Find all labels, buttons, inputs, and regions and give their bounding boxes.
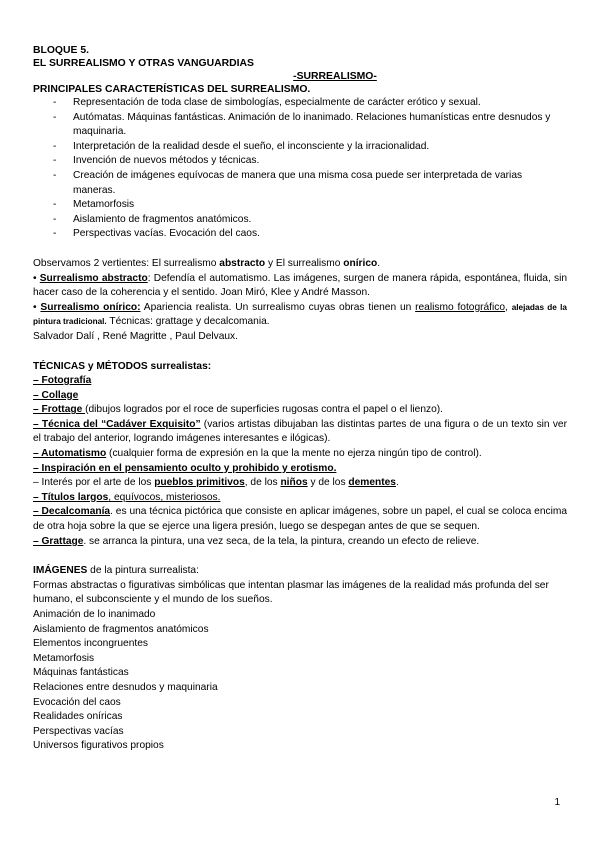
list-item: - Perspectivas vacías. Evocación del caos.	[33, 227, 567, 242]
list-item: - Creación de imágenes equívocas de manera que una misma cosa puede ser interpretada de varias maneras.	[33, 169, 567, 198]
list-item: Metamorfosis	[33, 652, 95, 664]
section-title: -SURREALISMO-	[293, 71, 377, 82]
images-list	[33, 608, 567, 754]
characteristics-heading: PRINCIPALES CARACTERÍSTICAS DEL SURREALISMO.	[33, 84, 311, 95]
technique-collage: – Collage	[33, 389, 79, 401]
list-item: Perspectivas vacías	[33, 725, 124, 737]
technique-fotografia: – Fotografía	[33, 375, 92, 387]
images-heading: IMÁGENES de la pintura surrealista:	[33, 565, 199, 577]
list-item: Aislamiento de fragmentos anatómicos	[33, 623, 209, 635]
technique-inspiracion: – Inspiración en el pensamiento oculto y prohibido y erotismo.	[33, 462, 337, 474]
block-label: BLOQUE 5.	[33, 45, 90, 56]
abstract-surrealism-paragraph: • Surrealismo abstracto: Defendía el automatismo. Las imágenes, surgen de manera rápida, espontánea, fluida, sin hacer caso de la coherencia y el sentido. Joan Miró, Klee y André Masson.	[33, 272, 567, 299]
document-page	[33, 44, 567, 754]
characteristics-list	[33, 96, 567, 242]
list-item: Elementos incongruentes	[33, 638, 148, 650]
list-item: - Metamorfosis	[33, 198, 567, 213]
technique-cadaver: – Técnica del “Cadáver Exquisito” (varios artistas dibujaban las distintas partes de una figura o de un texto sin ver el trabajo del anterior, logrando imágenes interesantes e ilógicas).	[33, 418, 567, 445]
vertientes-intro: Observamos 2 vertientes: El surrealismo abstracto y El surrealismo onírico.	[33, 257, 381, 269]
document-title: EL SURREALISMO Y OTRAS VANGUARDIAS	[33, 58, 254, 69]
page-number: 1	[554, 797, 560, 808]
technique-frottage: – Frottage (dibujos logrados por el roce de superficies rugosas contra el papel o el lienzo).	[33, 404, 443, 416]
list-item: - Interpretación de la realidad desde el sueño, el inconsciente y la irracionalidad.	[33, 140, 567, 155]
list-item: Realidades oníricas	[33, 711, 123, 723]
oniric-surrealism-paragraph: • Surrealismo onírico: Apariencia realista. Un surrealismo cuyas obras tienen un realismo fotográfico, alejadas de la pintura tradicional. Técnicas: grattage y decalcomania.	[33, 301, 567, 328]
list-item: Evocación del caos	[33, 696, 121, 708]
list-item: Universos figurativos propios	[33, 740, 164, 752]
technique-titulos: – Títulos largos, equívocos, misteriosos.	[33, 491, 221, 503]
bullet-icon: •	[33, 272, 37, 284]
technique-decalcomania: – Decalcomanía. es una técnica pictórica que consiste en aplicar imágenes, sobre un papel, el cual se coloca encima de otra hoja sobre la que se ejerce una ligera presión, luego se despegan antes de que se sequen.	[33, 506, 567, 533]
images-intro: Formas abstractas o figurativas simbólicas que intentan plasmar las imágenes de la realidad más profunda del ser humano, el subconsciente y el mundo de los sueños.	[33, 579, 549, 606]
technique-automatismo: – Automatismo (cualquier forma de expresión en la que la mente no ejerza ningún tipo de control).	[33, 448, 482, 460]
bullet-icon: •	[33, 301, 37, 313]
technique-grattage: – Grattage. se arranca la pintura, una vez seca, de la tela, la pintura, creando un efecto de relieve.	[33, 535, 480, 547]
list-item: - Invención de nuevos métodos y técnicas.	[33, 154, 567, 169]
list-item: Máquinas fantásticas	[33, 667, 129, 679]
artists-line: Salvador Dalí , René Magritte , Paul Delvaux.	[33, 330, 238, 342]
techniques-heading: TÉCNICAS y MÉTODOS surrealistas:	[33, 360, 212, 372]
list-item: - Aislamiento de fragmentos anatómicos.	[33, 213, 567, 228]
list-item: - Autómatas. Máquinas fantásticas. Animación de lo inanimado. Relaciones humanísticas entre desnudos y maquinaria.	[33, 111, 567, 140]
technique-interes: – Interés por el arte de los pueblos primitivos, de los niños y de los dementes.	[33, 477, 399, 489]
list-item: Relaciones entre desnudos y maquinaria	[33, 681, 218, 693]
list-item: - Representación de toda clase de simbologías, especialmente de carácter erótico y sexual.	[33, 96, 567, 111]
list-item: Animación de lo inanimado	[33, 609, 156, 620]
